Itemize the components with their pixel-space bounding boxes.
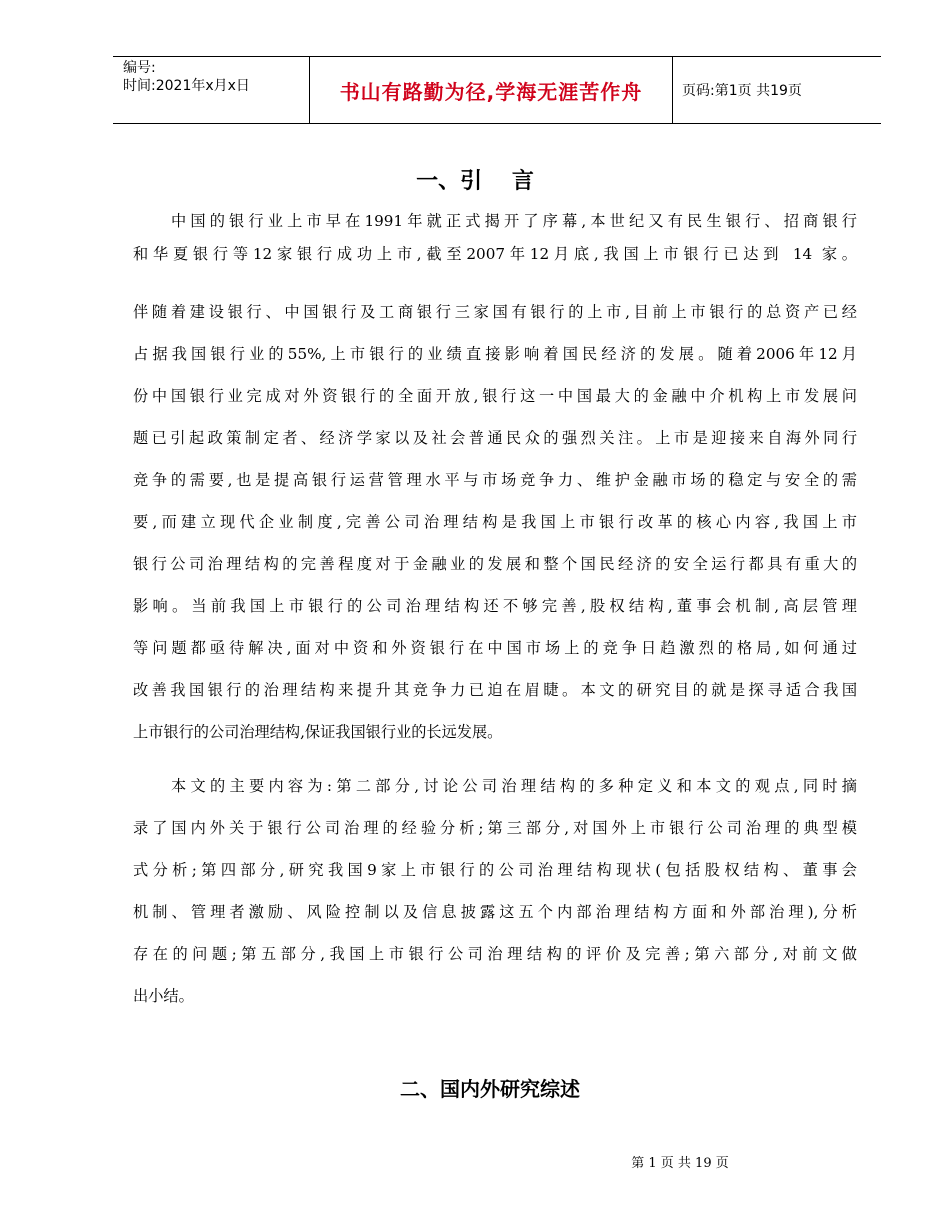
section-1-title: 一、引 言: [416, 169, 534, 194]
paragraph-line: 题已引起政策制定者、经济学家以及社会普通民众的强烈关注。上市是迎接来自海外同行: [133, 429, 857, 447]
paragraph-line: 份中国银行业完成对外资银行的全面开放,银行这一中国最大的金融中介机构上市发展问: [133, 387, 857, 405]
paragraph-line: 存在的问题;第五部分,我国上市银行公司治理结构的评价及完善;第六部分,对前文做: [133, 945, 857, 963]
paragraph-line: 和华夏银行等12家银行成功上市,截至2007年12月底,我国上市银行已达到 14 家。: [133, 245, 857, 263]
document-time-label: 时间:2021年x月x日: [123, 78, 250, 94]
header-info-cell: [113, 57, 309, 123]
header-motto: 书山有路勤为径,学海无涯苦作舟: [339, 79, 643, 104]
paragraph-line: 录了国内外关于银行公司治理的经验分析;第三部分,对国外上市银行公司治理的典型模: [133, 819, 857, 837]
page-footer: 第 1 页 共 19 页: [631, 1156, 729, 1171]
paragraph-line: 中国的银行业上市早在1991年就正式揭开了序幕,本世纪又有民生银行、招商银行: [171, 212, 857, 230]
paragraph-line: 占据我国银行业的55%,上市银行的业绩直接影响着国民经济的发展。随着2006年12月: [133, 345, 857, 363]
paragraph-line: 银行公司治理结构的完善程度对于金融业的发展和整个国民经济的安全运行都具有重大的: [133, 555, 857, 573]
paragraph-line: 竞争的需要,也是提高银行运营管理水平与市场竞争力、维护金融市场的稳定与安全的需: [133, 471, 857, 489]
header-page-info: 页码:第1页 共19页: [682, 83, 802, 99]
paragraph-line: 机制、管理者激励、风险控制以及信息披露这五个内部治理结构方面和外部治理),分析: [133, 903, 857, 921]
header-page-cell: [672, 57, 881, 123]
paragraph-line: 出小结。: [133, 987, 194, 1005]
paragraph-line: 式分析;第四部分,研究我国9家上市银行的公司治理结构现状(包括股权结构、董事会: [133, 861, 857, 879]
paragraph-line: 本文的主要内容为:第二部分,讨论公司治理结构的多种定义和本文的观点,同时摘: [171, 777, 857, 795]
paragraph-line: 影响。当前我国上市银行的公司治理结构还不够完善,股权结构,董事会机制,高层管理: [133, 597, 857, 615]
paragraph-line: 要,而建立现代企业制度,完善公司治理结构是我国上市银行改革的核心内容,我国上市: [133, 513, 857, 531]
paragraph-line: 改善我国银行的治理结构来提升其竞争力已迫在眉睫。本文的研究目的就是探寻适合我国: [133, 681, 857, 699]
section-2-title: 二、国内外研究综述: [400, 1077, 580, 1101]
paragraph-line: 伴随着建设银行、中国银行及工商银行三家国有银行的上市,目前上市银行的总资产已经: [133, 303, 857, 321]
header-motto-cell: [309, 57, 673, 123]
paragraph-line: 等问题都亟待解决,面对中资和外资银行在中国市场上的竞争日趋激烈的格局,如何通过: [133, 639, 857, 657]
document-number-label: 编号:: [123, 60, 156, 76]
paragraph-line: 上市银行的公司治理结构,保证我国银行业的长远发展。: [133, 723, 503, 741]
document-header: [113, 56, 881, 124]
